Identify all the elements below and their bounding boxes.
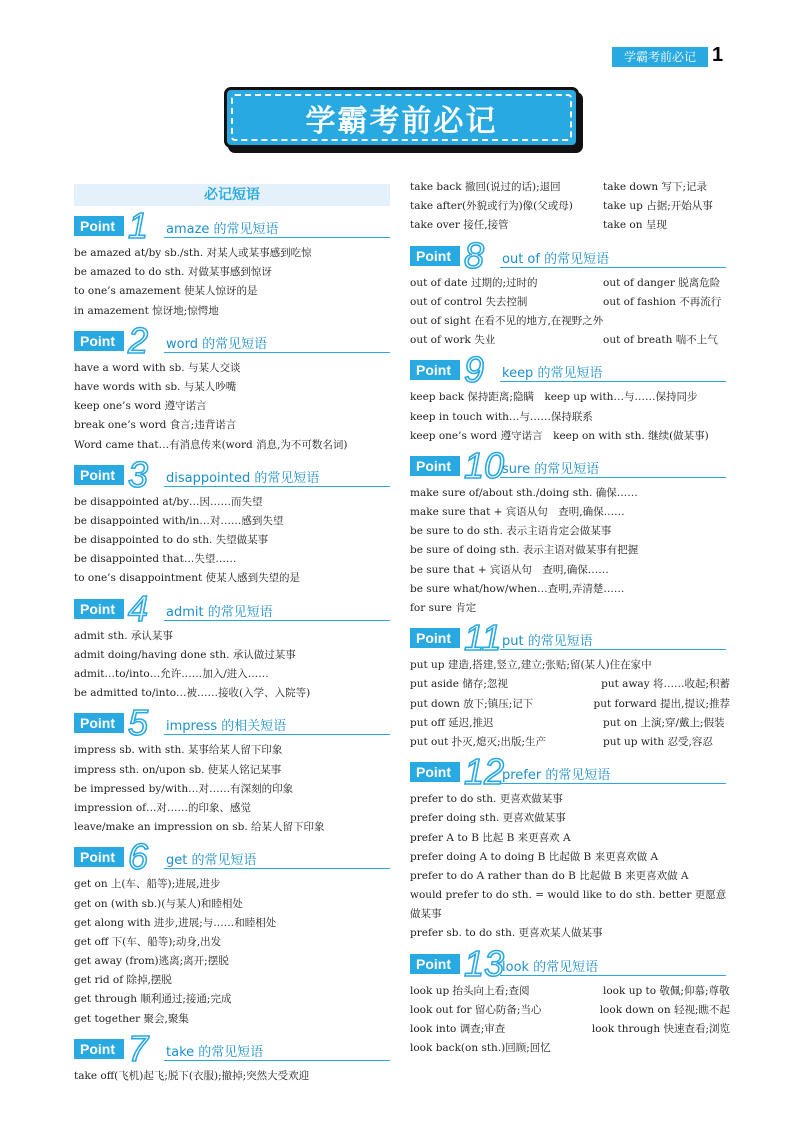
phrase-line: get away (from)逃离;离开;摆脱 <box>74 955 229 968</box>
left-points <box>74 205 394 1086</box>
phrase-right: take down 写下;记录 <box>603 181 708 193</box>
phrase-right: put up with 忍受,容忍 <box>603 735 713 748</box>
phrase-right: out of breath 喘不上气 <box>603 334 718 347</box>
point-number: 8 <box>464 234 485 276</box>
phrase-left: put aside 储存;忽视 <box>410 678 508 691</box>
phrase-line: be amazed to do sth. 对做某事感到惊讶 <box>74 266 272 279</box>
phrase-left: put out 扑灭,熄灭;出版;生产 <box>410 735 547 748</box>
point-section <box>74 587 394 704</box>
phrase-line: admit sth. 承认某事 <box>74 629 173 642</box>
point-header <box>410 349 730 391</box>
phrase-left: look out for 留心防备;当心 <box>410 1003 542 1016</box>
phrase-line: keep one’s word 遵守诺言 <box>74 400 207 413</box>
phrase-right: look down on 轻视;瞧不起 <box>599 1003 730 1016</box>
point-number: 13 <box>464 942 505 984</box>
point-badge: Point <box>74 216 124 236</box>
point-label: put 的常见短语 <box>502 634 593 650</box>
point-label: sure 的常见短语 <box>502 461 600 477</box>
phrase-line: to one’s disappointment 使某人感到失望的是 <box>74 572 301 585</box>
point-number: 3 <box>128 453 149 495</box>
phrase-line: prefer doing sth. 更喜欢做某事 <box>410 812 566 825</box>
point-header <box>74 1027 394 1069</box>
point-label: amaze 的常见短语 <box>166 222 279 237</box>
phrase-line: impress sb. with sth. 某事给某人留下印象 <box>74 744 283 757</box>
phrase-line: take off(飞机)起飞;脱下(衣服);撤掉;突然大受欢迎 <box>74 1069 310 1082</box>
phrase-line: be disappointed with/in…对……感到失望 <box>74 514 284 527</box>
phrase-left: out of control 失去控制 <box>410 295 528 308</box>
point-header <box>410 444 730 486</box>
point-label: keep 的常见短语 <box>502 366 603 382</box>
phrase-left: out of work 失业 <box>410 334 496 347</box>
point-section <box>74 836 394 1029</box>
phrase-line: get rid of 除掉,摆脱 <box>74 974 172 987</box>
phrase-line: Word came that…有消息传来(word 消息,为不可数名词) <box>74 438 348 451</box>
right-points <box>410 234 730 1059</box>
point-badge: Point <box>74 465 124 485</box>
point-badge: Point <box>410 456 460 476</box>
point-section <box>410 234 730 351</box>
section-title: 必记短语 <box>74 184 390 206</box>
phrase-line: break one’s word 食言;违背诺言 <box>74 419 237 432</box>
phrase-line: in amazement 惊讶地;惊愕地 <box>74 304 219 317</box>
phrase-right: put forward 提出,提议;推荐 <box>593 697 730 710</box>
point-rule <box>164 1060 390 1061</box>
point-number: 6 <box>128 836 149 878</box>
point-label: word 的常见短语 <box>166 336 268 352</box>
phrase-row <box>410 178 730 197</box>
point-rule <box>500 783 726 784</box>
phrase-line: be disappointed that…失望…… <box>74 553 237 566</box>
right-column <box>410 178 730 1058</box>
point-badge: Point <box>74 847 124 867</box>
phrase-row <box>410 1020 730 1039</box>
phrase-left: take after(外貌或行为)像(父或母) <box>410 200 573 213</box>
point-header <box>74 836 394 878</box>
point-number: 11 <box>464 617 502 659</box>
phrase-row <box>410 714 730 733</box>
point-header <box>74 453 394 495</box>
phrase-line: get together 聚会,聚集 <box>74 1012 189 1025</box>
point-section <box>410 751 730 944</box>
phrase-row <box>410 982 730 1001</box>
phrase-left: look into 调查;审查 <box>410 1023 506 1036</box>
point-number: 5 <box>128 702 149 744</box>
phrase-line: be sure of doing sth. 表示主语对做某事有把握 <box>410 544 639 557</box>
phrase-right: look up to 敬佩;仰慕;尊敬 <box>603 984 730 997</box>
point-header <box>410 234 730 276</box>
point-badge: Point <box>410 762 460 782</box>
phrase-left: look up 抬头向上看;查阅 <box>410 984 530 997</box>
point-rule <box>500 381 726 382</box>
phrase-line: make sure that + 宾语从句 查明,确保…… <box>410 506 625 519</box>
point-label: impress 的相关短语 <box>166 719 287 735</box>
phrase-right: out of danger 脱离危险 <box>603 276 721 289</box>
point-section <box>74 702 394 837</box>
phrase-line: be sure to do sth. 表示主语肯定会做某事 <box>410 525 612 538</box>
phrase-left: out of date 过期的;过时的 <box>410 276 538 289</box>
point-header <box>74 205 394 246</box>
page-title: 学霸考前必记 <box>305 104 498 139</box>
point-rule <box>164 486 390 487</box>
phrase-line: prefer A to B 比起 B 来更喜欢 A <box>410 831 571 844</box>
point-header <box>410 942 730 984</box>
take-continued-list <box>410 178 730 236</box>
phrase-right: look through 快速查看;浏览 <box>591 1023 730 1036</box>
phrase-line: would prefer to do sth. = would like to do sth. better 更愿意做某事 <box>410 889 727 921</box>
point-badge: Point <box>410 628 460 648</box>
point-rule <box>500 477 726 478</box>
phrase-row <box>410 695 730 714</box>
point-rule <box>164 734 390 735</box>
point-rule <box>164 868 390 869</box>
point-header <box>410 751 730 793</box>
phrase-line: get along with 进步,进展;与……和睦相处 <box>74 916 277 929</box>
header-tag: 学霸考前必记 <box>612 47 708 67</box>
point-label: prefer 的常见短语 <box>502 768 611 784</box>
point-section <box>74 453 394 589</box>
phrase-line: be admitted to/into…被……接收(入学、入院等) <box>74 687 311 700</box>
phrase-row <box>410 1001 730 1020</box>
point-badge: Point <box>410 360 460 380</box>
left-column <box>74 184 394 1086</box>
phrase-line: keep in touch with…与……保持联系 <box>410 410 593 423</box>
point-badge: Point <box>74 599 124 619</box>
phrase-line: impression of…对……的印象、感觉 <box>74 801 252 814</box>
point-label: get 的常见短语 <box>166 853 257 869</box>
point-number: 2 <box>128 319 149 361</box>
phrase-line: for sure 肯定 <box>410 602 477 614</box>
phrase-line: prefer sb. to do sth. 更喜欢某人做某事 <box>410 927 603 940</box>
phrase-line: be disappointed at/by…因……而失望 <box>74 495 263 508</box>
point-number: 4 <box>128 587 149 629</box>
point-header <box>410 617 730 659</box>
point-section <box>410 942 730 1059</box>
phrase-line: be amazed at/by sb./sth. 对某人或某事感到吃惊 <box>74 247 312 259</box>
phrase-row <box>410 733 730 752</box>
point-section <box>74 1027 394 1086</box>
phrase-line: get on (with sb.)(与某人)和睦相处 <box>74 897 243 910</box>
point-badge: Point <box>74 1039 124 1059</box>
point-header <box>74 319 394 361</box>
phrase-line: get through 顺利通过;接通;完成 <box>74 993 232 1006</box>
phrase-line: admit…to/into…允许……加入/进入…… <box>74 668 269 680</box>
point-rule <box>500 267 726 268</box>
phrase-row <box>410 331 730 350</box>
phrase-line: have words with sb. 与某人吵嘴 <box>74 380 237 393</box>
point-rule <box>500 649 726 650</box>
point-section <box>410 349 730 446</box>
phrase-right: put away 将……收起;积蓄 <box>601 678 730 691</box>
phrase-line: be disappointed to do sth. 失望做某事 <box>74 534 269 547</box>
phrase-line: prefer to do A rather than do B 比起做 B 来更喜欢做 A <box>410 869 689 882</box>
title-banner <box>224 87 579 148</box>
phrase-line: make sure of/about sth./doing sth. 确保…… <box>410 486 638 499</box>
point-badge: Point <box>74 331 124 351</box>
point-label: disappointed 的常见短语 <box>166 470 320 486</box>
point-number: 10 <box>464 444 505 486</box>
phrase-right: out of fashion 不再流行 <box>603 295 722 308</box>
phrase-right: put on 上演;穿/戴上;假装 <box>603 716 725 729</box>
phrase-line: prefer doing A to doing B 比起做 B 来更喜欢做 A <box>410 850 659 863</box>
point-number: 1 <box>128 205 149 246</box>
point-label: admit 的常见短语 <box>166 604 273 620</box>
phrase-row <box>410 293 730 312</box>
phrase-left: take back 撤回(说过的话);退回 <box>410 181 561 193</box>
point-rule <box>500 975 726 976</box>
point-header <box>74 702 394 744</box>
phrase-line: be sure that + 宾语从句 查明,确保…… <box>410 563 609 576</box>
phrase-line: admit doing/having done sth. 承认做过某事 <box>74 648 296 661</box>
point-rule <box>164 620 390 621</box>
phrase-line: look back(on sth.)回顾;回忆 <box>410 1042 551 1055</box>
point-section <box>74 319 394 455</box>
page-number: 1 <box>712 44 724 66</box>
phrase-right: take on 呈现 <box>603 219 667 232</box>
phrase-line: get off 下(车、船等);动身,出发 <box>74 935 222 948</box>
point-number: 12 <box>464 751 505 793</box>
point-label: take 的常见短语 <box>166 1044 264 1060</box>
phrase-line: be sure what/how/when…查明,弄清楚…… <box>410 582 625 595</box>
point-rule <box>164 237 390 238</box>
point-label: out of 的常见短语 <box>502 251 610 267</box>
phrase-left: take over 接任,接管 <box>410 219 509 232</box>
phrase-line: have a word with sb. 与某人交谈 <box>74 361 241 374</box>
phrase-row <box>410 274 730 293</box>
phrase-line: to one’s amazement 使某人惊讶的是 <box>74 285 258 298</box>
phrase-right: take up 占据;开始从事 <box>603 200 713 213</box>
phrase-line: keep back 保持距离;隐瞒 keep up with…与……保持同步 <box>410 391 698 404</box>
phrase-line: keep one’s word 遵守诺言 keep on with sth. 继续(做某事) <box>410 429 709 442</box>
point-badge: Point <box>410 954 460 974</box>
phrase-line: impress sth. on/upon sb. 使某人铭记某事 <box>74 763 282 776</box>
phrase-line: prefer to do sth. 更喜欢做某事 <box>410 793 563 806</box>
phrase-line: get on 上(车、船等);进展,进步 <box>74 878 221 891</box>
point-section <box>74 205 394 321</box>
point-number: 9 <box>464 349 485 391</box>
point-badge: Point <box>410 246 460 266</box>
point-label: look 的常见短语 <box>502 959 599 975</box>
phrase-row <box>410 216 730 235</box>
phrase-left: put off 延迟,推迟 <box>410 716 494 729</box>
phrase-line: be impressed by/with…对……有深刻的印象 <box>74 782 294 795</box>
point-badge: Point <box>74 713 124 733</box>
point-number: 7 <box>128 1027 149 1069</box>
point-section <box>410 444 730 618</box>
point-header <box>74 587 394 629</box>
phrase-left: put down 放下;镇压;记下 <box>410 697 534 710</box>
point-section <box>410 617 730 752</box>
phrase-line: leave/make an impression on sb. 给某人留下印象 <box>74 821 325 834</box>
phrase-line: put up 建造,搭建,竖立,建立;张贴;留(某人)住在家中 <box>410 659 652 672</box>
phrase-row <box>410 197 730 216</box>
phrase-row <box>410 675 730 694</box>
phrase-line: out of sight 在看不见的地方,在视野之外 <box>410 314 604 327</box>
point-rule <box>164 352 390 353</box>
